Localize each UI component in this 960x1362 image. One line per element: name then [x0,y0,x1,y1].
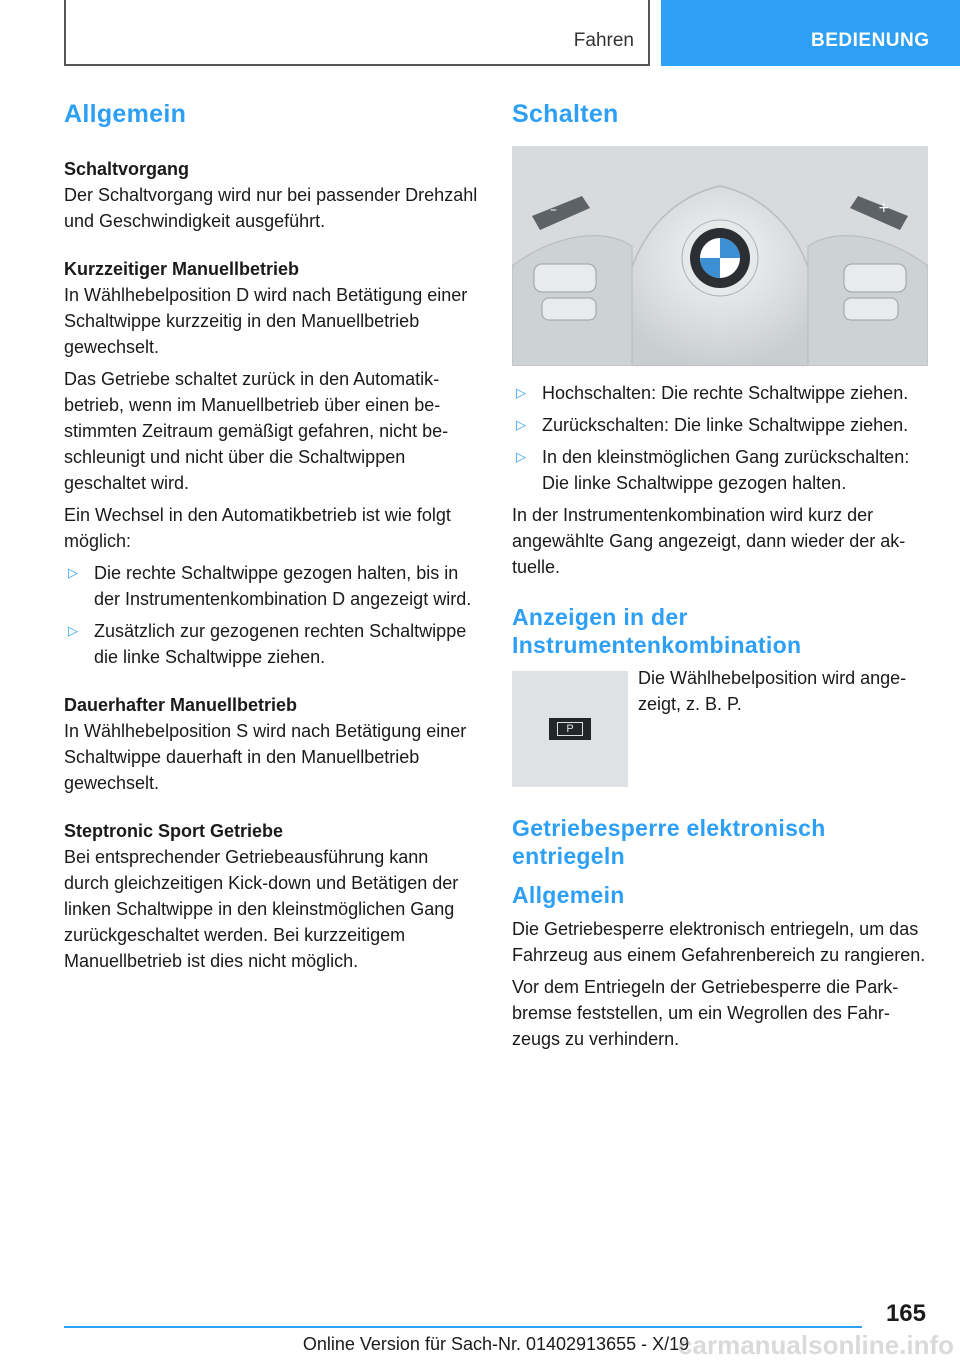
triangle-bullet-icon: ▷ [68,565,78,580]
instrument-display-image [512,671,628,787]
list-item [512,412,928,438]
header-section-label: Fahren [573,30,634,51]
gear-indicator-icon [549,718,591,740]
gear-indicator-letter: P [557,722,583,736]
display-section [512,668,928,787]
heading-dauerhafter-manuellbetrieb: Dauerhafter Manuellbetrieb [64,695,298,715]
list-item [64,560,478,612]
heading-allgemein-2: Allgemein [512,882,625,909]
heading-anzeigen: Anzeigen in der Instrumentenkombination [512,604,802,658]
right-column [512,100,928,1052]
left-column [64,100,478,974]
paragraph-sperre-1: Die Getriebesperre elektronisch entriegeln, um das Fahrzeug aus einem Gefahrenbereich zu rangieren. [512,918,926,965]
triangle-bullet-icon: ▷ [516,417,526,432]
header-chapter-label: BEDIENUNG [811,30,930,51]
paragraph-sperre-2: Vor dem Entriegeln der Getriebesperre die Parkbremse feststellen, um ein Wegrollen des Fahrzeugs zu verhindern. [512,976,899,1049]
heading-schalten: Schalten [512,100,619,128]
steering-wheel-image [512,146,928,366]
paragraph-schaltvorgang: Der Schaltvorgang wird nur bei passender Drehzahl und Geschwindigkeit ausgeführt. [64,185,478,231]
heading-kurzzeitiger-manuellbetrieb: Kurzzeitiger Manuellbetrieb [64,259,300,279]
list-item-text: Die rechte Schaltwippe gezogen halten, bis in der Instrumentenkombination D angezeigt wird. [94,563,472,609]
list-item [512,444,928,496]
paragraph-anzeigen: Die Wählhebelposition wird angezeigt, z. B. P. [638,668,907,715]
paragraph-kurz-1: In Wählhebelposition D wird nach Betätigung einer Schaltwippe kurzzeitig in den Manuellbetrieb gewechselt. [64,285,468,357]
svg-text:+: + [878,200,890,216]
footer-divider [64,1326,862,1328]
list-item [64,618,478,670]
triangle-bullet-icon: ▷ [516,385,526,400]
heading-steptronic-sport: Steptronic Sport Getriebe [64,821,284,841]
svg-text:–: – [550,202,557,218]
list-item-text: Zurückschalten: Die linke Schaltwippe ziehen. [542,415,909,435]
triangle-bullet-icon: ▷ [516,449,526,464]
watermark: carmanualsonline.info [678,1330,954,1360]
paragraph-kurz-3: Ein Wechsel in den Automatikbetrieb ist wie folgt möglich: [64,505,451,551]
heading-schaltvorgang: Schaltvorgang [64,159,190,179]
list-item-text: In den kleinstmöglichen Gang zurückschalten: Die linke Schaltwippe gezogen halten. [542,447,910,493]
header-section-box [64,0,650,66]
steering-wheel-icon [512,146,928,366]
list-item [512,380,928,406]
paragraph-schalten: In der Instrumentenkombination wird kurz der angewählte Gang angezeigt, dann wieder der aktuelle. [512,505,906,577]
paragraph-dauer: In Wählhebelposition S wird nach Betätigung einer Schaltwippe dauerhaft in den Manuellbetrieb gewechselt. [64,721,467,793]
heading-getriebesperre: Getriebesperre elektronisch entriegeln [512,815,826,869]
page-number: 165 [885,1300,926,1327]
header-chapter-tab [661,0,960,66]
triangle-bullet-icon: ▷ [68,623,78,638]
footer-online-version: Online Version für Sach-Nr. 01402913655 - X/19 [302,1334,690,1354]
paragraph-sport: Bei entsprechender Getriebeausführung kann durch gleichzeitigen Kick-down und Betätigen der linken Schaltwippe in den kleinstmöglichen Gang zurückgeschaltet werden. Bei kurzzeitigem Manuellbetrieb ist dies nicht möglich. [64,847,459,971]
paragraph-kurz-2: Das Getriebe schaltet zurück in den Automatikbetrieb, wenn im Manuellbetrieb über einen bestimmten Zeitraum gemäßigt gefahren, nicht beschleunigt und nicht über die Schaltwippen geschaltet wird. [64,369,449,493]
heading-allgemein: Allgemein [64,100,187,128]
list-item-text: Zusätzlich zur gezogenen rechten Schaltwippe die linke Schaltwippe ziehen. [94,621,467,667]
list-item-text: Hochschalten: Die rechte Schaltwippe ziehen. [542,383,909,403]
